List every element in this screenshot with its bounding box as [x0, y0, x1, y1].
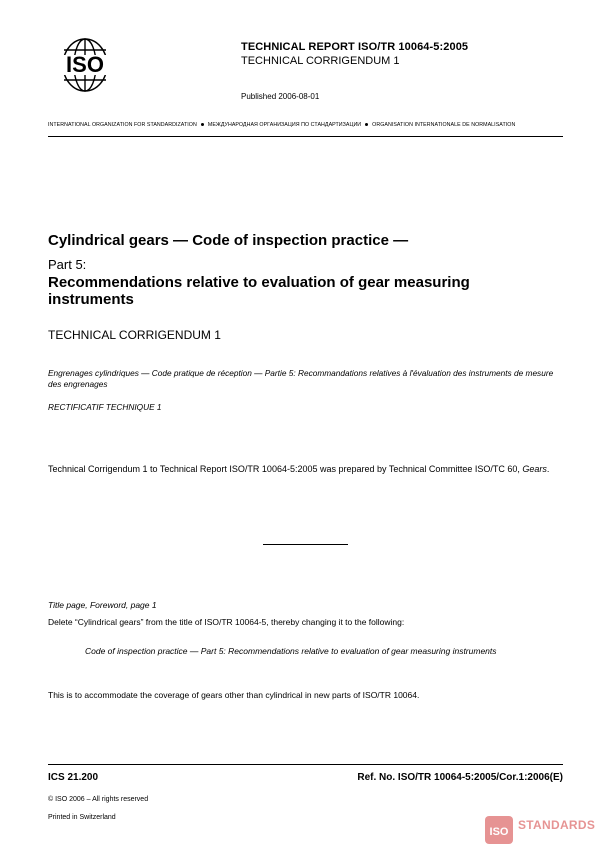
french-corrigendum-label: RECTIFICATIF TECHNIQUE 1 [48, 402, 162, 412]
printed-location: Printed in Switzerland [48, 814, 116, 821]
org-name-english: INTERNATIONAL ORGANIZATION FOR STANDARDIZATION [48, 122, 197, 128]
corrigendum-label: TECHNICAL CORRIGENDUM 1 [241, 55, 400, 67]
header-divider [48, 136, 563, 137]
watermark-badge-text: ISO [489, 826, 509, 838]
delete-instruction: Delete “Cylindrical gears” from the title of ISO/TR 10064-5, thereby changing it to the following: [48, 617, 405, 627]
organization-line [48, 122, 568, 128]
report-title: TECHNICAL REPORT ISO/TR 10064-5:2005 [241, 41, 469, 53]
iso-logo [48, 36, 122, 94]
replacement-title: Code of inspection practice — Part 5: Recommendations relative to evaluation of gear measuring instruments [85, 646, 497, 656]
org-name-french: ORGANISATION INTERNATIONALE DE NORMALISATION [372, 122, 516, 128]
intro-paragraph [48, 463, 563, 475]
bullet-icon [365, 123, 368, 126]
part-label: Part 5: [48, 257, 87, 272]
reference-number: Ref. No. ISO/TR 10064-5:2005/Cor.1:2006(E) [357, 772, 563, 783]
part-title: Recommendations relative to evaluation of gear measuring instruments [48, 274, 470, 308]
published-date: Published 2006-08-01 [241, 92, 320, 101]
iso-badge-icon [484, 815, 514, 845]
document-main-title: Cylindrical gears — Code of inspection practice — [48, 232, 409, 249]
standards-store-watermark [484, 815, 594, 845]
change-location: Title page, Foreword, page 1 [48, 600, 157, 610]
section-divider [263, 544, 348, 545]
technical-corrigendum-label: TECHNICAL CORRIGENDUM 1 [48, 328, 221, 342]
bullet-icon [201, 123, 204, 126]
watermark-text: STANDARDS [518, 818, 596, 832]
logo-text: ISO [66, 52, 104, 77]
rationale-text: This is to accommodate the coverage of gears other than cylindrical in new parts of ISO/TR 10064. [48, 690, 420, 700]
committee-name: Gears [522, 464, 547, 474]
footer-divider [48, 764, 563, 765]
org-name-russian: МЕЖДУНАРОДНАЯ ОРГАНИЗАЦИЯ ПО СТАНДАРТИЗАЦИИ [207, 122, 362, 128]
intro-text: Technical Corrigendum 1 to Technical Report ISO/TR 10064-5:2005 was prepared by Technical Committee ISO/TC 60, [48, 464, 523, 474]
french-title: Engrenages cylindriques — Code pratique de réception — Partie 5: Recommandations relatives à l'évaluation des instruments de mesure des engrenages [48, 368, 554, 389]
copyright-notice: © ISO 2006 – All rights reserved [48, 796, 149, 803]
ics-code: ICS 21.200 [48, 772, 99, 783]
intro-end: . [546, 464, 550, 474]
